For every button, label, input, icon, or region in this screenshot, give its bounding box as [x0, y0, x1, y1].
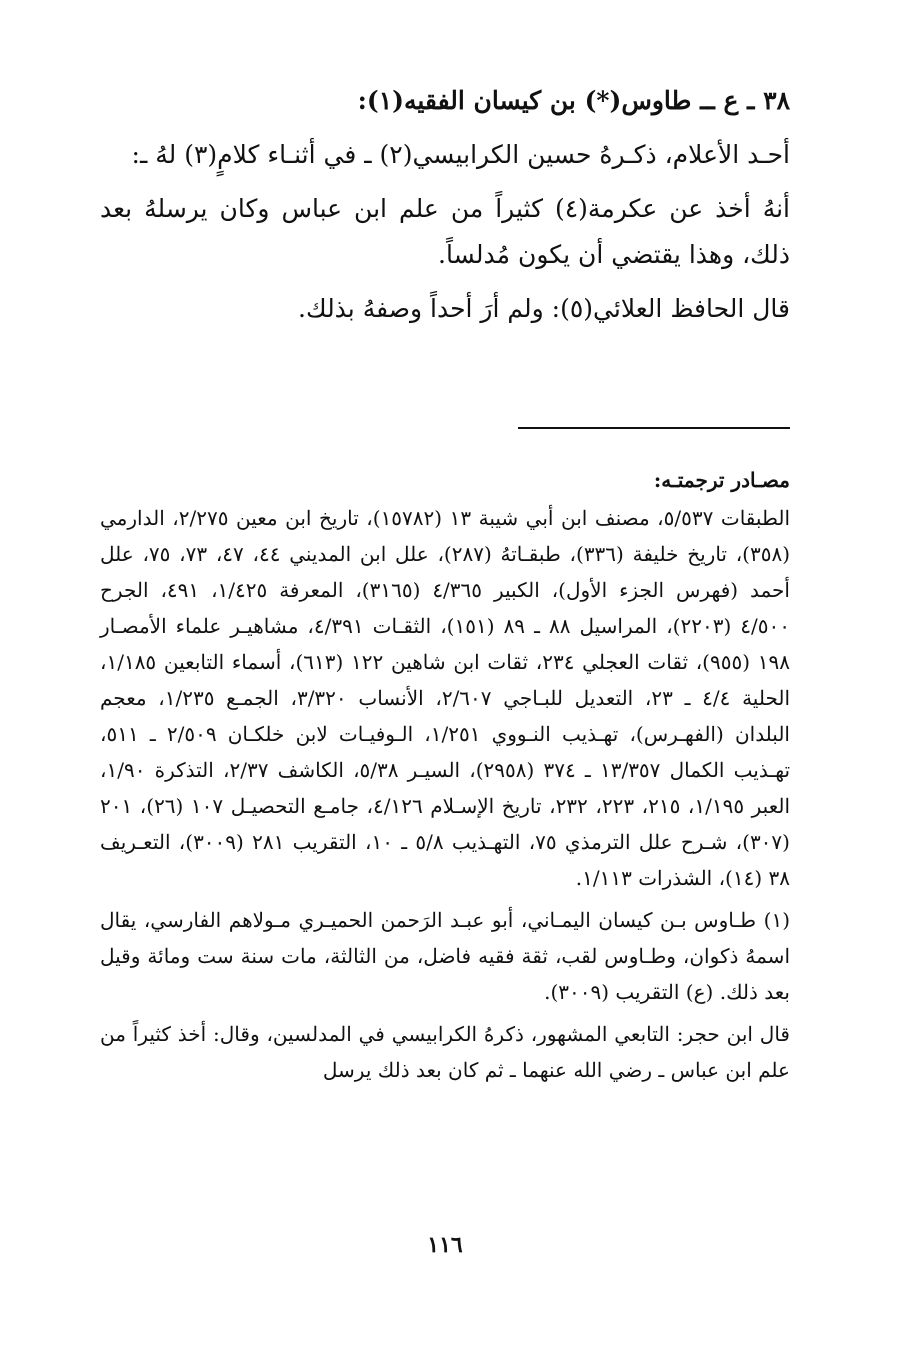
- footnote-1: (١) طـاوس بـن كيسان اليمـاني، أبو عبـد الرَحمن الحميـري مـولاهم الفارسي، يقال اسمهُ ذكوان، وطـاوس لقب، ثقة فقيه فاضل، من الثالثة، مات سنة ست ومائة وقيل بعد ذلك. (ع) التقريب (٣٠٠٩).: [100, 908, 790, 1004]
- page-number: ١١٦: [427, 1232, 463, 1258]
- main-paragraph-1: أحـد الأعلام، ذكـرهُ حسين الكرابيسي(٢) ـ في أثنـاء كلامٍ(٣) لهُ ـ:: [131, 140, 790, 169]
- footnote-1-continuation: قال ابن حجر: التابعي المشهور، ذكرهُ الكرابيسي في المدلسين، وقال: أخذ كثيراً من علم ابن عباس ـ رضي الله عنهما ـ ثم كان بعد ذلك يرسل: [100, 1022, 790, 1082]
- entry-heading: ٣٨ ـ ع ــ طاوس(*) بن كيسان الفقيه(١):: [357, 86, 790, 115]
- sources-list: الطبقات ٥/٥٣٧، مصنف ابن أبي شيبة ١٣ (١٥٧٨٢)، تاريخ ابن معين ٢/٢٧٥، الدارمي (٣٥٨)، تاريخ خليفة (٣٣٦)، طبقـاتهُ (٢٨٧)، علل ابن المديني ٤٤، ٤٧، ٧٣، ٧٥، علل أحمد (فهرس الجزء الأول)، الكبير ٤/٣٦٥ (٣١٦٥)، المعرفة ١/٤٢٥، ٤٩١، الجرح ٤/٥٠٠ (٢٢٠٣)، المراسيل ٨٨ ـ ٨٩ (١٥١)، الثقـات ٤/٣٩١، مشاهيـر علماء الأمصـار ١٩٨ (٩٥٥)، ثقات العجلي ٢٣٤، ثقات ابن شاهين ١٢٢ (٦١٣)، أسماء التابعين ١/١٨٥، الحلية ٤/٤ ـ ٢٣، التعديل للبـاجي ٢/٦٠٧، الأنساب ٣/٣٢٠، الجمـع ١/٢٣٥، معجم البلدان (الفهـرس)، تهـذيب النـووي ١/٢٥١، الـوفيـات لابن خلكـان ٢/٥٠٩ ـ ٥١١، تهـذيب الكمال ١٣/٣٥٧ ـ ٣٧٤ (٢٩٥٨)، السيـر ٥/٣٨، الكاشف ٢/٣٧، التذكرة ١/٩٠، العبر ١/١٩٥، ٢١٥، ٢٢٣، ٢٣٢، تاريخ الإسـلام ٤/١٢٦، جامـع التحصيـل ١٠٧ (٢٦)، ٢٠١ (٣٠٧)، شـرح علل الترمذي ٧٥، التهـذيب ٥/٨ ـ ١٠، التقريب ٢٨١ (٣٠٠٩)، التعـريف ٣٨ (١٤)، الشذرات ١/١١٣.: [100, 506, 791, 890]
- main-paragraph-2: أنهُ أخذ عن عكرمة(٤) كثيراً من علم ابن عباس وكان يرسلهُ بعد ذلك، وهذا يقتضي أن يكون مُدلساً.: [100, 194, 791, 269]
- footnotes: [100, 462, 790, 1094]
- main-paragraph-3: قال الحافظ العلائي(٥): ولم أرَ أحداً وصفهُ بذلك.: [298, 294, 790, 323]
- footnote-separator: [518, 427, 790, 429]
- main-text: [100, 78, 790, 340]
- sources-title: مصـادر ترجمتـه:: [653, 468, 790, 492]
- book-page: [100, 0, 790, 1348]
